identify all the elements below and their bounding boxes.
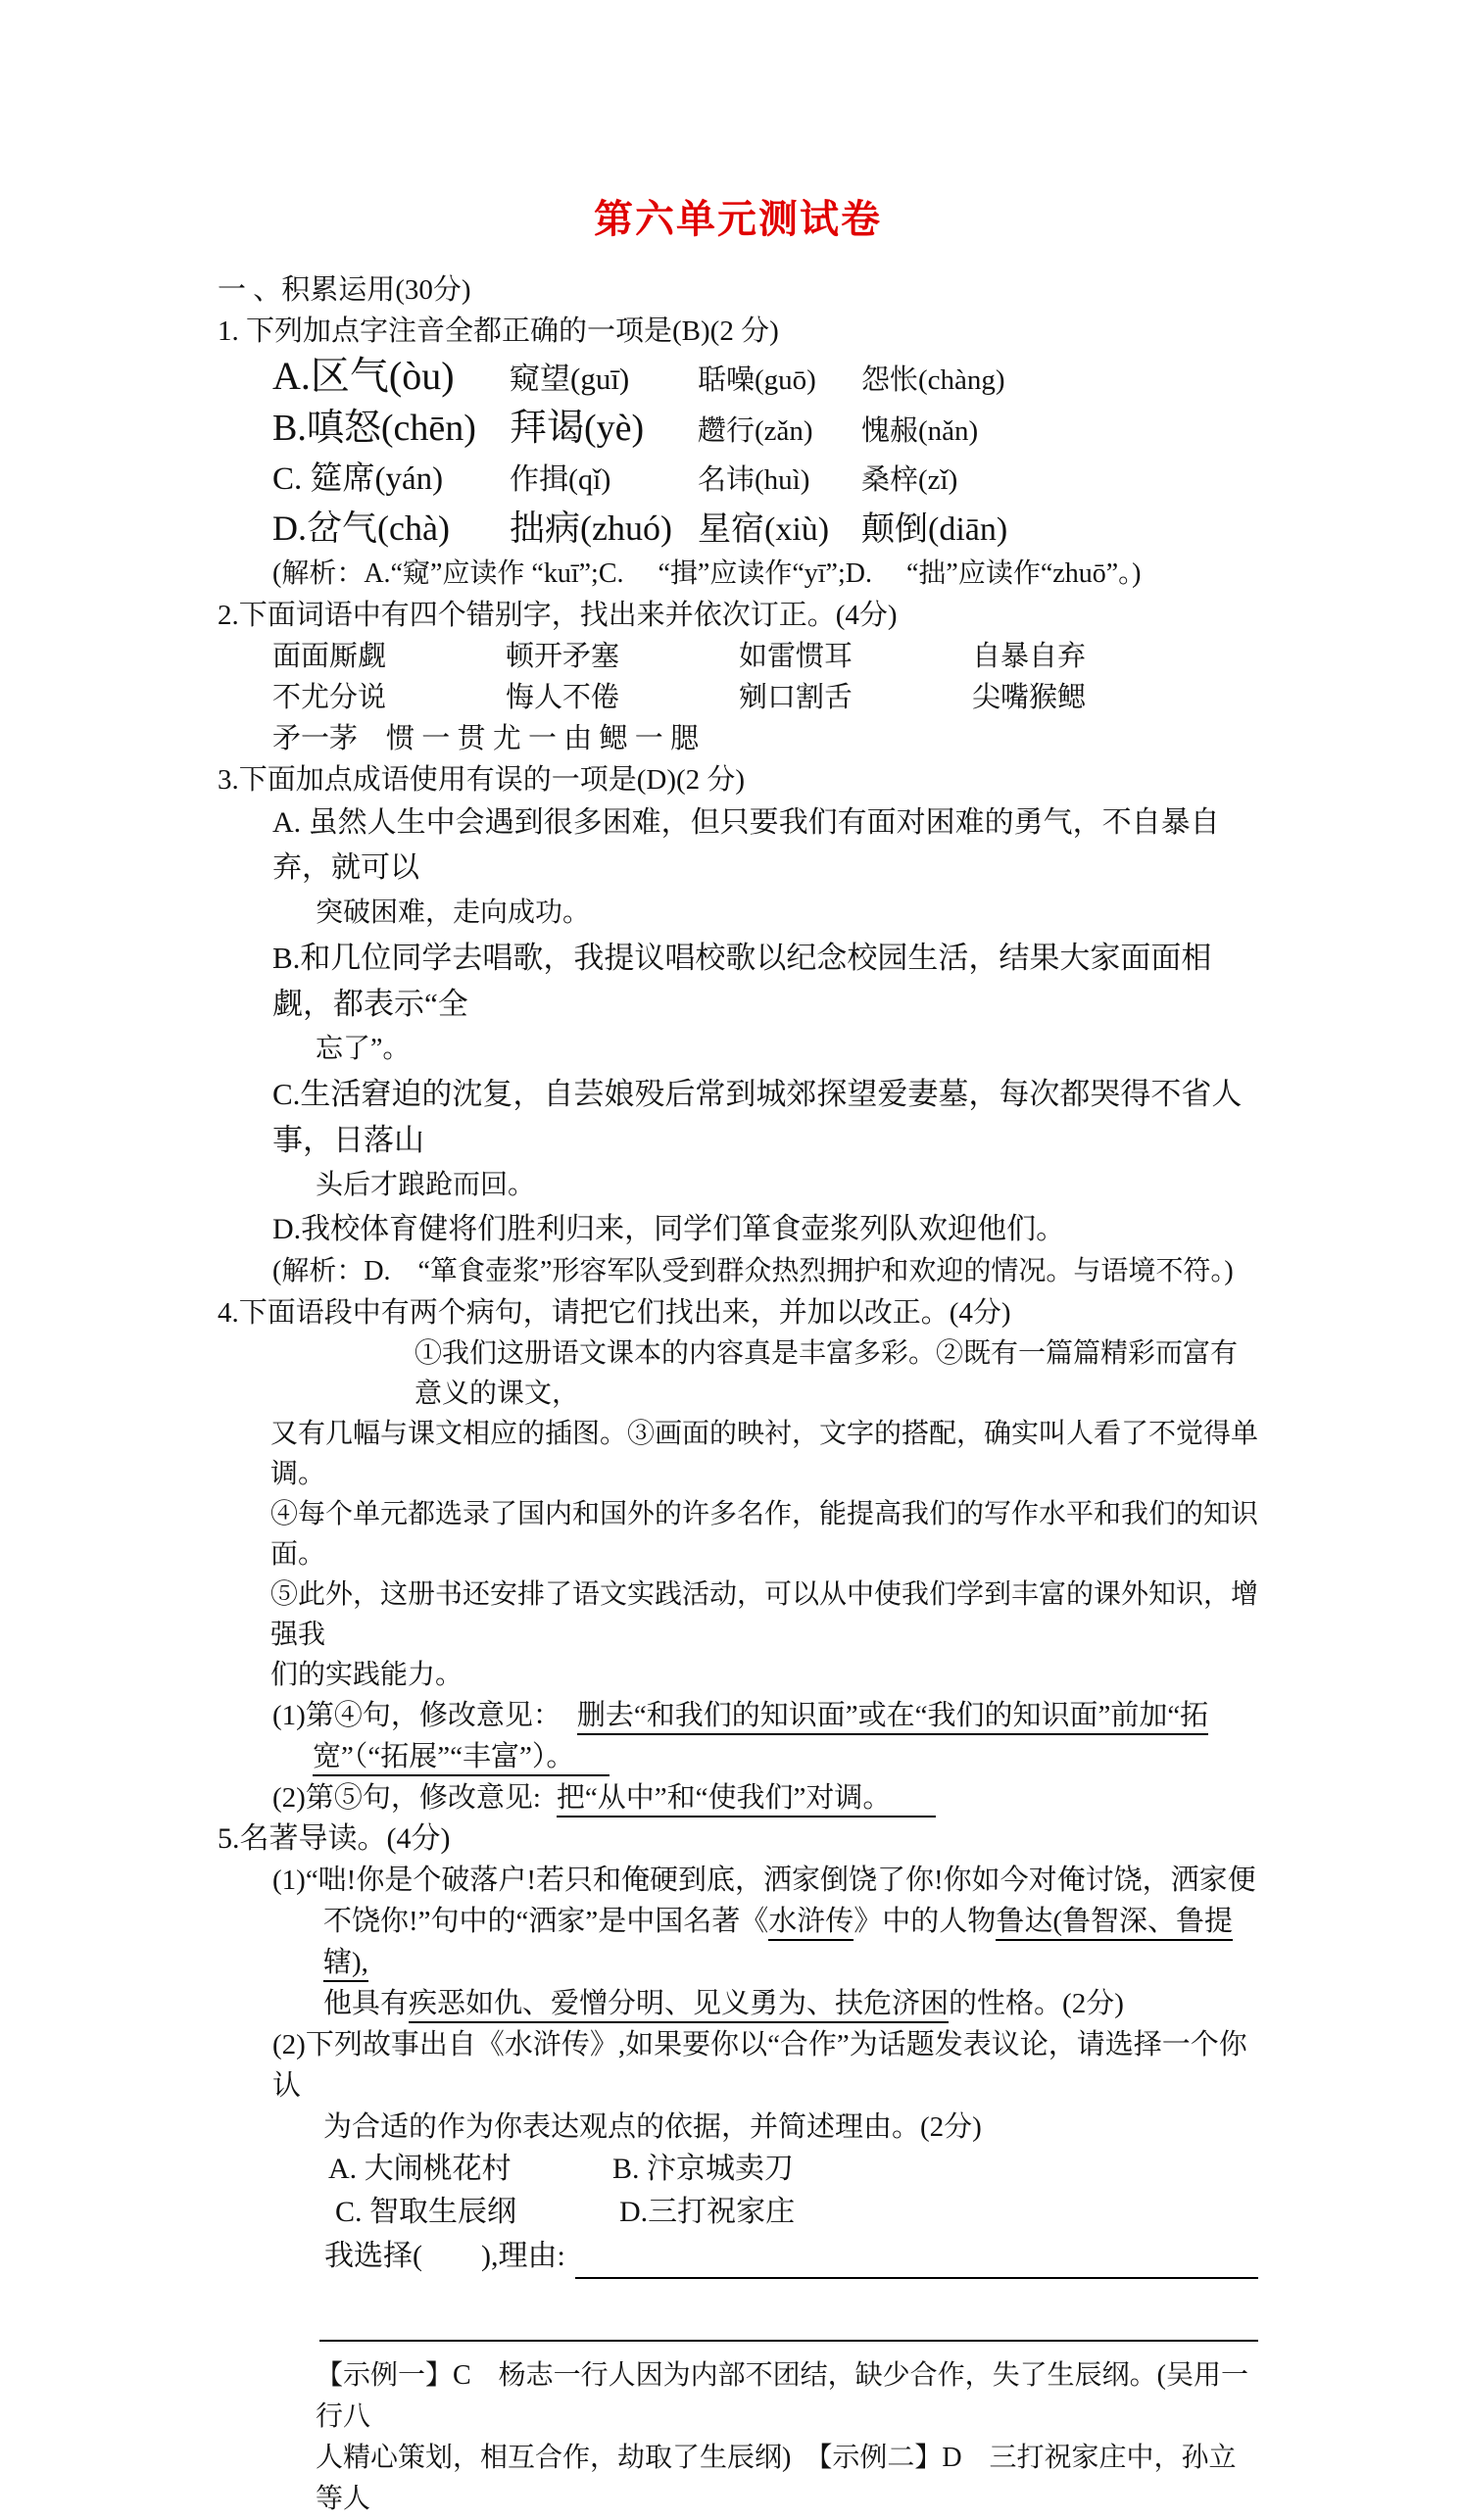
section-heading: 一 、积累运用(30分) (218, 274, 471, 306)
q2-word-8: 尖嘴猴鳃 (972, 682, 1087, 713)
q5-choice-a: A. 大闹桃花村 (328, 2153, 512, 2185)
q5-example-line1: 【示例一】C 杨志一行人因为内部不团结，缺少合作，失了生辰纲。(吴用一行八 (316, 2360, 1249, 2432)
q2-answer: 矛一茅 惯 一 贯 尤 一 由 鳃 一 腮 (272, 723, 700, 754)
q3-option-b-line1: B.和几位同学去唱歌，我提议唱校歌以纪念校园生活，结果大家面面相觑，都表示“全 (272, 941, 1212, 1021)
q1-c-word1: C. 筵席(yán) (272, 461, 444, 497)
q5-reason-blank-line (575, 2244, 1258, 2279)
q2-stem: 2.下面词语中有四个错别字，找出来并依次订正。(4分) (218, 600, 898, 631)
q1-b-word1: B.嗔怒(chēn) (272, 408, 476, 449)
q3-stem: 3.下面加点成语使用有误的一项是(D)(2 分) (218, 764, 746, 796)
q1-option-row-c (272, 456, 1258, 505)
q3-option-a-line1: A. 虽然人生中会遇到很多困难，但只要我们有面对困难的勇气，不自暴自弃，就可以 (272, 806, 1220, 884)
q5-stem: 5.名著导读。(4分) (218, 1822, 451, 1855)
q1-option-row-a (272, 352, 1258, 405)
q2-word-4: 自暴自弃 (972, 641, 1087, 672)
q4-fix1-line2 (313, 1736, 1258, 1777)
q4-paragraph-line5: 们的实践能力。 (270, 1660, 463, 1690)
q1-b-word2: 拜谒(yè) (510, 408, 645, 449)
q3-option-c-line2: 头后才踉跄而回。 (316, 1170, 536, 1200)
q1-d-word3: 星宿(xiù) (698, 511, 830, 548)
q2-word-1: 面面厮觑 (272, 641, 387, 672)
q4-fix2-label: (2)第⑤句，修改意见: (272, 1782, 541, 1814)
q2-word-2: 顿开矛塞 (506, 641, 620, 672)
q1-a-word2: 窥望(guī) (510, 362, 630, 396)
q5-part1-line2-mid: 》中的人物 (853, 1906, 997, 1937)
q5-choice-d: D.三打祝家庄 (619, 2196, 796, 2228)
q5-choice-b: B. 汴京城卖刀 (612, 2153, 795, 2185)
q1-a-word4: 怨怅(chàng) (861, 364, 1005, 396)
q5-part1-line2 (323, 1901, 1258, 1983)
q4-fix2-line (272, 1777, 1258, 1818)
q4-paragraph-line1: ①我们这册语文课本的内容真是丰富多彩。②既有一篇篇精彩而富有意义的课文， (415, 1338, 1239, 1409)
q5-answer-traits: 疾恶如仇、爱憎分明、见义勇为、扶危济困 (409, 1988, 949, 2023)
q1-option-row-d (272, 505, 1258, 554)
q4-fix1-answer-part1: 删去“和我们的知识面”或在“我们的知识面”前加“拓 (577, 1700, 1208, 1735)
q3-option-b-line2: 忘了”。 (316, 1034, 411, 1064)
q1-b-word4: 愧赧(nǎn) (861, 415, 979, 447)
q1-c-word2: 作揖(qǐ) (510, 463, 611, 496)
q2-word-5: 不尤分说 (272, 682, 387, 713)
q5-choices-row-2 (335, 2191, 1258, 2234)
q1-stem: 1. 下列加点字注音全都正确的一项是(B)(2 分) (218, 315, 779, 347)
q4-fix1-line1 (272, 1695, 1258, 1736)
q5-choices-row-1 (328, 2148, 1258, 2191)
q5-part1-line3 (323, 1983, 1258, 2024)
q1-d-word4: 颠倒(diān) (861, 511, 1008, 548)
q2-words-row-1 (272, 636, 1258, 677)
q5-answer-blank-line (319, 2301, 1258, 2342)
q4-fix1-label: (1)第④句，修改意见： (272, 1700, 561, 1731)
q3-option-c-line1: C.生活窘迫的沈复，自芸娘殁后常到城郊探望爱妻墓，每次都哭得不省人事，日落山 (272, 1077, 1243, 1157)
q5-answer-book: 水浒传 (768, 1906, 853, 1941)
q1-c-word4: 桑梓(zǐ) (861, 464, 958, 496)
q3-option-d: D.我校体育健将们胜利归来，同学们箪食壶浆列队欢迎他们。 (272, 1213, 1066, 1245)
q1-a-word1: A.区气(òu) (272, 354, 455, 398)
q2-word-3: 如雷惯耳 (739, 641, 853, 672)
q5-part1-line3-post: 的性格。(2分) (949, 1988, 1124, 2019)
q5-part1-line3-pre: 他具有 (323, 1988, 410, 2019)
q4-stem: 4.下面语段中有两个病句，请把它们找出来，并加以改正。(4分) (218, 1297, 1011, 1329)
q5-part1-line2-pre: 不饶你!”句中的“洒家”是中国名著《 (323, 1906, 769, 1937)
q5-example-line2: 人精心策划，相互合作，劫取了生辰纲) 【示例二】D 三打祝家庄中，孙立等人 (316, 2443, 1237, 2514)
q1-b-word3: 趱行(zǎn) (698, 415, 813, 447)
q5-choice-c: C. 智取生辰纲 (335, 2196, 517, 2228)
q5-part2-line1: (2)下列故事出自《水浒传》,如果要你以“合作”为话题发表议论，请选择一个你认 (272, 2029, 1247, 2102)
q2-word-7: 剜口割舌 (739, 682, 853, 713)
q3-option-a-line2: 突破困难，走向成功。 (316, 897, 591, 928)
q1-d-word2: 拙病(zhuó) (510, 509, 672, 548)
q5-select-line (324, 2234, 1258, 2279)
q1-d-word1: D.岔气(chà) (272, 509, 450, 548)
q5-part2-line2: 为合适的作为你表达观点的依据，并简述理由。(2分) (323, 2111, 982, 2143)
q1-a-word3: 聒噪(guō) (698, 364, 816, 396)
q1-analysis: (解析：A.“窥”应读作 “kuī”;C. “揖”应读作“yī”;D. “拙”应读作“zhuō”。) (272, 558, 1142, 589)
q5-select-label: 我选择( ),理由: (324, 2240, 565, 2272)
q1-option-row-b (272, 405, 1258, 456)
q5-answer-character: 鲁达(鲁智深、鲁提辖), (323, 1906, 1233, 1982)
q2-words-row-2 (272, 677, 1258, 718)
page-title: 第六单元测试卷 (594, 197, 882, 241)
q4-fix2-answer: 把“从中”和“使我们”对调。 (557, 1782, 937, 1817)
q2-word-6: 悔人不倦 (506, 682, 620, 713)
q1-c-word3: 名讳(huì) (698, 464, 810, 496)
q4-paragraph-line2: 又有几幅与课文相应的插图。③画面的映衬，文字的搭配，确实叫人看了不觉得单调。 (270, 1419, 1259, 1489)
q5-part1-line1: (1)“咄!你是个破落户!若只和俺硬到底，洒家倒饶了你!你如今对俺讨饶，洒家便 (272, 1865, 1256, 1896)
q3-analysis: (解析：D. “箪食壶浆”形容军队受到群众热烈拥护和欢迎的情况。与语境不符。) (272, 1256, 1234, 1286)
q4-paragraph-line4: ⑤此外，这册书还安排了语文实践活动，可以从中使我们学到丰富的课外知识，增强我 (270, 1579, 1259, 1650)
test-paper-page (218, 188, 1258, 2520)
q4-fix1-answer-part2: 宽”（“拓展”“丰富”）。 (313, 1741, 610, 1776)
q4-paragraph-line3: ④每个单元都选录了国内和国外的许多名作，能提高我们的写作水平和我们的知识面。 (270, 1499, 1259, 1570)
